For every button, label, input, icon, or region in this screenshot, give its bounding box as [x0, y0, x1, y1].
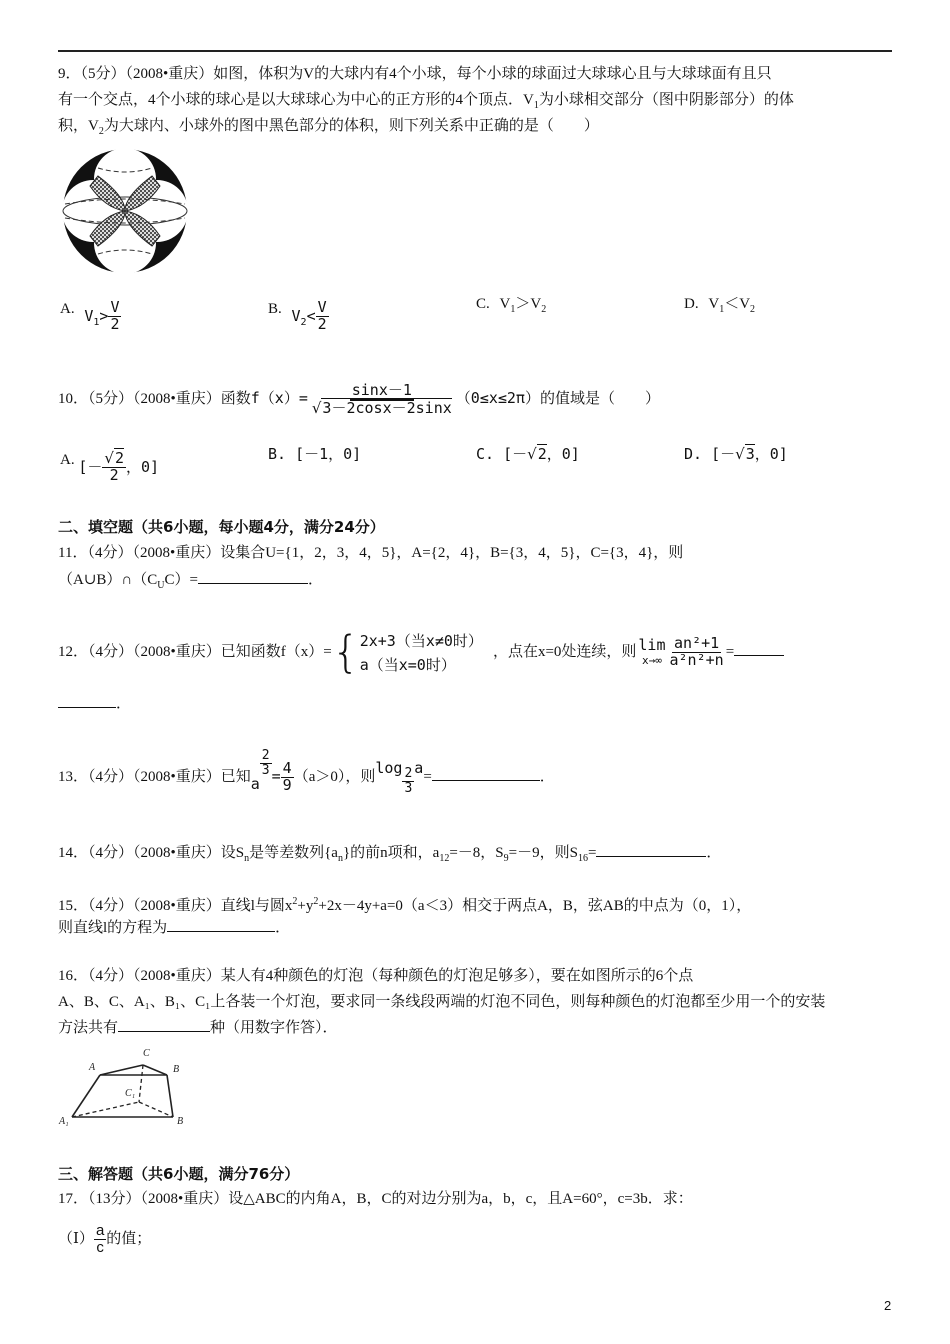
- q10-option-b[interactable]: [268, 443, 361, 464]
- text: 为小球相交部分（图中阴影部分）的体: [538, 92, 794, 108]
- answer-blank-continued[interactable]: [58, 693, 116, 708]
- q16-line2: A、B、C、A₁、B₁、C₁上各装一个灯泡，要求同一条线段两端的灯泡不同色，则每种颜色的灯泡都至少用一个的安装: [58, 994, 826, 1010]
- subscript: 16: [577, 853, 588, 864]
- q10-stem: [58, 380, 660, 417]
- denominator: 3: [404, 781, 413, 797]
- denominator: [310, 398, 454, 417]
- text: [－: [78, 457, 103, 476]
- q9-option-d[interactable]: [684, 292, 755, 315]
- subscript: 1: [719, 304, 725, 315]
- text: =: [271, 767, 281, 785]
- radicand: 3: [745, 445, 755, 463]
- denominator: 2: [110, 314, 120, 333]
- denominator: 9: [282, 776, 292, 795]
- q10-option-a[interactable]: [60, 443, 160, 484]
- text: V: [708, 296, 720, 312]
- q17-line1: 17．（13分）（2008•重庆）设△ABC的内角A，B，C的对边分别为a，b，c，且A=60°，c=3b．求：: [58, 1191, 693, 1207]
- text: 有一个交点，4个小球的球心是以大球球心为中心的正方形的4个顶点．V: [58, 92, 534, 108]
- numerator: V: [110, 298, 120, 316]
- text: ，点在x=0处连续，则: [492, 644, 637, 660]
- domain: （0≤x≤2π）: [455, 389, 540, 407]
- answer-blank[interactable]: [198, 569, 308, 584]
- case-1: 2x+3（当x≠0时）: [359, 631, 483, 650]
- spheres-figure: [60, 146, 190, 276]
- text: C）=: [164, 572, 198, 588]
- brace: {: [331, 626, 360, 678]
- label-c1: C₁: [125, 1088, 136, 1099]
- text: （a＞0），则: [293, 769, 376, 785]
- denominator: 3: [261, 763, 270, 779]
- option-label: C.: [476, 445, 495, 463]
- subscript: n: [337, 853, 343, 864]
- operator: >: [99, 306, 109, 325]
- text: （A∪B）∩（C: [58, 572, 158, 588]
- lim: lim: [638, 635, 666, 654]
- label-c: C: [143, 1048, 150, 1059]
- log-base: [402, 767, 414, 795]
- q9-option-c[interactable]: [476, 292, 546, 315]
- option-label: A.: [60, 300, 75, 317]
- fraction: [108, 300, 121, 333]
- option-label: B.: [268, 300, 282, 317]
- text: 是等差数列{a: [249, 845, 338, 861]
- q9-line2: [58, 90, 794, 116]
- fraction: [310, 380, 454, 417]
- numerator: a: [95, 1222, 105, 1240]
- subscript: 2: [300, 316, 307, 328]
- q9-line1: 9．（5分）（2008•重庆）如图，体积为V的大球内有4个小球，每个小球的球面过大球球心且与大球球面有且只: [58, 66, 772, 82]
- text: V: [499, 296, 511, 312]
- option-label: D.: [684, 445, 703, 463]
- denominator: c: [96, 1239, 104, 1257]
- option-expression: [－1，0]: [295, 445, 362, 463]
- function-name: f（x）=: [250, 389, 308, 407]
- text: [－: [711, 445, 736, 463]
- option-label: B.: [268, 445, 287, 463]
- label-b: B: [173, 1064, 180, 1075]
- numerator: 4: [282, 759, 292, 778]
- label-a: A: [89, 1062, 96, 1073]
- log-argument: a: [414, 759, 424, 777]
- denominator: 2: [317, 314, 327, 333]
- option-label: A.: [60, 451, 75, 468]
- operator: ＞: [515, 296, 531, 312]
- q16-line3: [58, 1017, 338, 1038]
- q11-line1: 11．（4分）（2008•重庆）设集合U={1，2，3，4，5}，A={2，4}，B={3，4，5}，C={3，4}，则: [58, 545, 684, 561]
- numerator: V: [317, 298, 327, 316]
- answer-blank[interactable]: [432, 766, 540, 781]
- subscript: 2: [98, 126, 104, 137]
- q10-option-d[interactable]: [684, 443, 788, 464]
- sqrt-sign: √: [104, 449, 114, 467]
- subscript: 12: [439, 853, 450, 864]
- text: =－9，则S: [508, 845, 578, 861]
- text: +2x－4y+a=0（a＜3）相交于两点A，B，弦AB的中点为（0，1），: [318, 898, 752, 914]
- sqrt-sign: √: [311, 398, 322, 417]
- q11-line2: [58, 569, 323, 596]
- answer-blank[interactable]: [596, 842, 706, 857]
- radicand: 2: [537, 445, 547, 463]
- text: ．: [539, 769, 555, 785]
- text: V: [291, 306, 301, 325]
- subscript: n: [244, 853, 250, 864]
- subscript: 2: [750, 304, 756, 315]
- text: 15．（4分）（2008•重庆）直线l与圆x: [58, 898, 293, 914]
- text: +y: [297, 898, 314, 914]
- exponent-fraction: [260, 749, 272, 777]
- text: 则直线l的方程为: [58, 920, 168, 936]
- text: ，0]: [546, 445, 580, 463]
- text: ．: [307, 572, 323, 588]
- text: 12．（4分）（2008•重庆）已知函数f（x）=: [58, 644, 332, 660]
- piecewise-cases: [360, 629, 483, 677]
- numerator: sinx－1: [351, 380, 412, 399]
- text: =: [725, 644, 735, 660]
- limit: [638, 637, 665, 669]
- q17-part1: [58, 1222, 151, 1256]
- operator: <: [306, 306, 316, 325]
- label-a1: A₁: [59, 1116, 69, 1127]
- prism-figure: [55, 1044, 205, 1128]
- text: V: [84, 306, 94, 325]
- radicand: 3－2cosx－2sinx: [322, 398, 452, 417]
- text: =: [587, 845, 597, 861]
- superscript: 2: [313, 896, 319, 907]
- case-2: a（当x=0时）: [359, 655, 456, 674]
- lim-subscript: x→∞: [642, 653, 662, 667]
- operator: ＜: [724, 296, 740, 312]
- option-expression: [78, 449, 160, 484]
- answer-blank[interactable]: [118, 1017, 210, 1032]
- label-b1: B: [177, 1116, 184, 1127]
- text: 10．（5分）（2008•重庆）函数: [58, 391, 251, 407]
- option-expression: [708, 296, 756, 315]
- subscript: 1: [510, 304, 516, 315]
- q15-line1: [58, 892, 751, 916]
- text: 的值；: [106, 1231, 152, 1247]
- text: [－: [503, 445, 528, 463]
- header-rule: [58, 50, 892, 52]
- page-number: 2: [884, 1298, 892, 1313]
- numerator: an²+1: [674, 634, 720, 653]
- q9-option-b[interactable]: [268, 292, 329, 333]
- text: =: [423, 769, 432, 785]
- text: 14．（4分）（2008•重庆）设S: [58, 845, 245, 861]
- text: 的值域是（ ）: [539, 391, 660, 407]
- denominator: a²n²+n: [669, 651, 724, 670]
- denominator: 2: [109, 465, 119, 484]
- base: a: [250, 775, 260, 793]
- fraction: [94, 1223, 106, 1256]
- sqrt-sign: √: [527, 445, 537, 463]
- text: 为大球内、小球外的图中黑色部分的体积，则下列关系中正确的是（ ）: [103, 118, 599, 134]
- fraction: [668, 636, 726, 669]
- subscript: U: [157, 580, 165, 591]
- text: 13．（4分）（2008•重庆）已知: [58, 769, 251, 785]
- option-label: C.: [476, 296, 490, 312]
- q14-stem: [58, 842, 721, 869]
- text: ．: [275, 920, 291, 936]
- subscript: 2: [541, 304, 547, 315]
- part-label: （Ⅰ）: [58, 1231, 94, 1247]
- superscript: 2: [292, 896, 298, 907]
- text: 方法共有: [58, 1020, 119, 1036]
- fraction: [281, 761, 294, 794]
- q9-option-a[interactable]: [60, 292, 121, 333]
- sqrt-sign: √: [735, 445, 745, 463]
- answer-blank[interactable]: [167, 917, 275, 932]
- option-expression: [499, 296, 547, 315]
- text: =－8，S: [449, 845, 504, 861]
- q15-line2: [58, 917, 290, 938]
- radicand: 2: [114, 449, 124, 467]
- text: V: [739, 296, 751, 312]
- option-expression: [291, 298, 329, 333]
- text: ，0]: [125, 457, 160, 476]
- answer-blank[interactable]: [734, 641, 784, 656]
- fraction: [102, 451, 126, 484]
- section-heading-solutions: 三、解答题（共6小题，满分76分）: [58, 1165, 300, 1183]
- q12-line2: [58, 693, 131, 714]
- text: ．: [706, 845, 722, 861]
- subscript: 1: [533, 100, 539, 111]
- numerator: 2: [404, 766, 413, 782]
- subscript: 1: [93, 316, 100, 328]
- text: 种（用数字作答）．: [210, 1020, 338, 1036]
- log: log: [375, 759, 403, 777]
- q9-line3: [58, 116, 599, 142]
- numerator: 2: [261, 748, 270, 764]
- fraction: [316, 300, 329, 333]
- section-heading-fill-in: 二、填空题（共6小题，每小题4分，满分24分）: [58, 518, 385, 536]
- option-label: D.: [684, 296, 699, 312]
- text: ．: [116, 696, 132, 712]
- q12-stem: [58, 628, 784, 677]
- text: 积，V: [58, 118, 99, 134]
- subscript: 9: [503, 853, 509, 864]
- q10-option-c[interactable]: [476, 443, 580, 464]
- text: }的前n项和，a: [342, 845, 440, 861]
- option-expression: [84, 298, 121, 333]
- text: V: [530, 296, 542, 312]
- q13-stem: [58, 748, 555, 801]
- q16-line1: 16．（4分）（2008•重庆）某人有4种颜色的灯泡（每种颜色的灯泡足够多），要在如图所示的6个点: [58, 968, 694, 984]
- text: ，0]: [754, 445, 788, 463]
